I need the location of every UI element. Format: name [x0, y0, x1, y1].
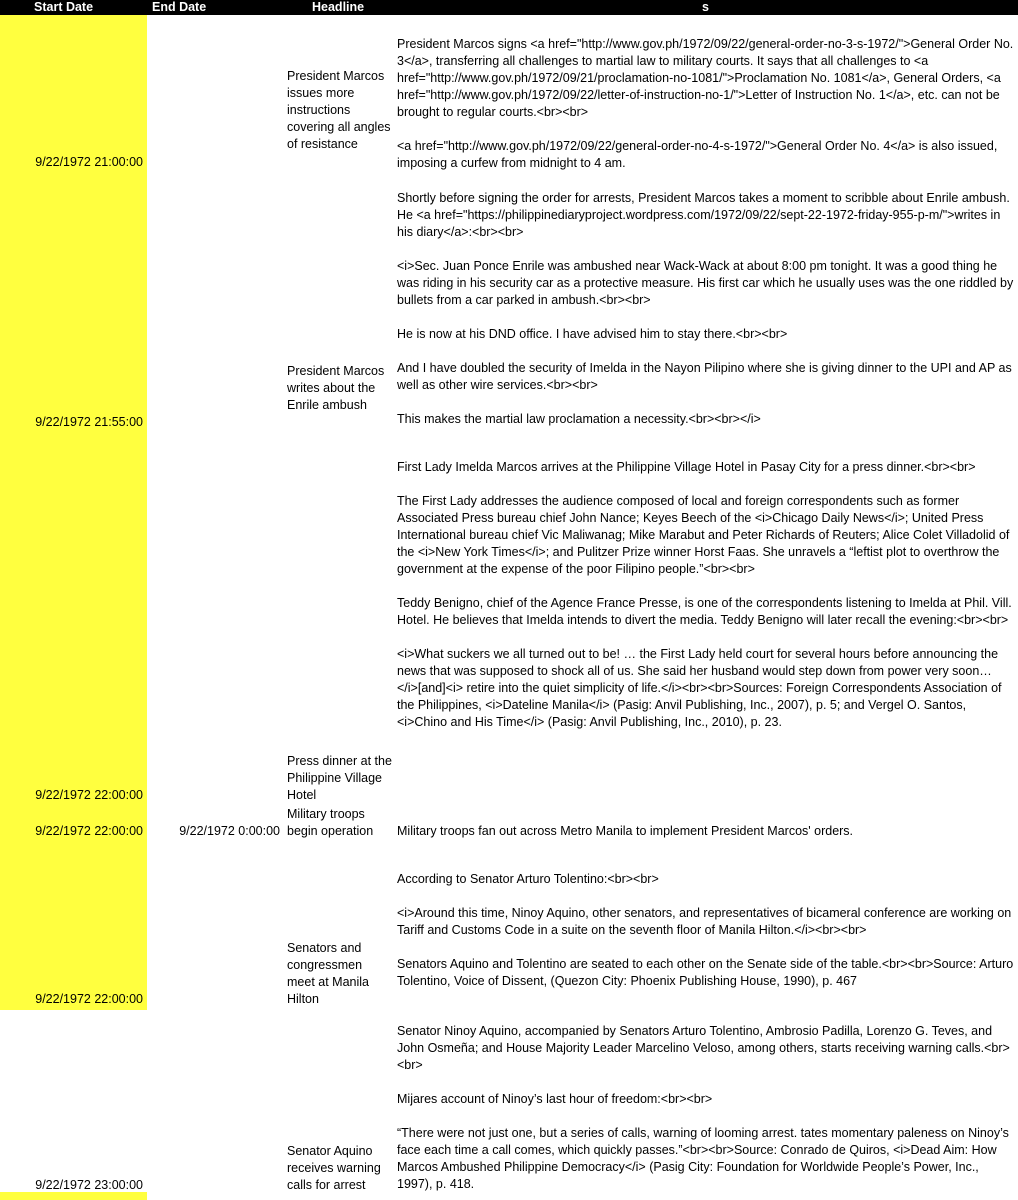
row-5-text [397, 871, 1015, 990]
row-3-start-date: 9/22/1972 22:00:00 [35, 788, 143, 802]
column-header-row [0, 0, 1018, 15]
row-2-paragraph: And I have doubled the security of Imelda in the Nayon Pilipino where she is giving dinner to the UPI and AP as well as other wire services.<br><br> [397, 361, 1012, 392]
row-2-paragraph: Shortly before signing the order for arrests, President Marcos takes a moment to scribble about Enrile ambush. He <a href="https://philippinediaryproject.wordpress.com/1972/09/22/sept-22-1972-friday-955-p-m/">writes in his diary</a>:<br><br> [397, 191, 1010, 239]
header-text: s [702, 0, 709, 14]
row-4-headline: Military troops begin operation [287, 807, 374, 838]
row-6-text [397, 1023, 1015, 1193]
header-end-date: End Date [152, 0, 207, 14]
row-2-paragraph: <i>Sec. Juan Ponce Enrile was ambushed near Wack-Wack at about 8:00 pm tonight. It was a good thing he was riding in his security car as a protective measure. His first car which he usually uses was the one riddled by bullets from a car parked in ambush.<br><br> [397, 259, 1014, 307]
row-2-paragraph: This makes the martial law proclamation a necessity.<br><br></i> [397, 412, 761, 426]
row-1-start-date: 9/22/1972 21:00:00 [35, 155, 143, 169]
row-2-paragraph: He is now at his DND office. I have advised him to stay there.<br><br> [397, 327, 788, 341]
row-1-headline: President Marcos issues more instructions covering all angles of resistance [287, 69, 391, 151]
row-5-start-date: 9/22/1972 22:00:00 [35, 992, 143, 1006]
row-5-paragraph: According to Senator Arturo Tolentino:<br><br> [397, 872, 659, 886]
row-3-headline: Press dinner at the Philippine Village Hotel [287, 754, 392, 802]
row-6-start-date: 9/22/1972 23:00:00 [35, 1178, 143, 1192]
row-3-paragraph: Teddy Benigno, chief of the Agence France Presse, is one of the correspondents listening to Imelda at Phil. Vill. Hotel. He believes that Imelda intends to divert the media. Teddy Benigno will later recall the evening:<br><br> [397, 596, 1012, 627]
row-6-headline: Senator Aquino receives warning calls for arrest [287, 1144, 381, 1192]
row-2-start-date: 9/22/1972 21:55:00 [35, 415, 143, 429]
row-3-text [397, 459, 1015, 731]
row-2-text [397, 190, 1015, 428]
row-5-paragraph: Senators Aquino and Tolentino are seated to each other on the Senate side of the table.<br><br>Source: Arturo Tolentino, Voice of Dissent, (Quezon City: Phoenix Publishing House, 1990), p. 467 [397, 957, 1014, 988]
row-4-start-date: 9/22/1972 22:00:00 [35, 824, 143, 838]
header-start-date: Start Date [34, 0, 94, 14]
row-5-headline: Senators and congressmen meet at Manila Hilton [287, 941, 369, 1006]
row-4-end-date: 9/22/1972 0:00:00 [179, 824, 280, 838]
row-6-paragraph: Senator Ninoy Aquino, accompanied by Senators Arturo Tolentino, Ambrosio Padilla, Lorenzo G. Teves, and John Osmeña; and House Majority Leader Marcelino Veloso, among others, starts receiving warning calls.<br><br> [397, 1024, 1010, 1072]
row-4-paragraph: Military troops fan out across Metro Manila to implement President Marcos' orders. [397, 824, 854, 838]
row-3-paragraph: First Lady Imelda Marcos arrives at the Philippine Village Hotel in Pasay City for a press dinner.<br><br> [397, 460, 976, 474]
header-headline: Headline [312, 0, 365, 14]
row-1-paragraph: President Marcos signs <a href="http://www.gov.ph/1972/09/22/general-order-no-3-s-1972/">General Order No. 3</a>, transferring all challenges to martial law to military courts. It says that all challenges to <a href="http://www.gov.ph/1972/09/21/proclamation-no-1081/">Proclamation No. 1081</a>, General Orders, <a href="http://www.gov.ph/1972/09/22/letter-of-instruction-no-1/">Letter of Instruction No. 1</a>, etc. can not be brought to regular courts.<br><br> [397, 37, 1014, 119]
row-1-text [397, 36, 1015, 172]
row-6-paragraph: Mijares account of Ninoy’s last hour of freedom:<br><br> [397, 1092, 713, 1106]
row-3-paragraph: The First Lady addresses the audience composed of local and foreign correspondents such as former Associated Press bureau chief John Nance; Keyes Beech of the <i>Chicago Daily News</i>; United Press International bureau chief Vic Maliwanag; Mike Marabut and Peter Richards of Reuters; Alice Colet Villadolid of the <i>New York Times</i>; and Pulitzer Prize winner Horst Faas. She unravels a “leftist plot to overthrow the government at the expense of the poor Filipino people.”<br><br> [397, 494, 1010, 576]
row-6-paragraph: “There were not just one, but a series of calls, warning of looming arrest. tates momentary paleness on Ninoy’s face each time a call comes, which quickly passes.”<br><br>Source: Conrado de Quiros, <i>Dead Aim: How Marcos Ambushed Philippine Democracy</i> (Pasig City: Foundation for Worldwide People’s Power, Inc., 1997), p. 418. [397, 1126, 1009, 1191]
row-4-text [397, 823, 1015, 840]
row-3-paragraph: <i>What suckers we all turned out to be! … the First Lady held court for several hours before announcing the news that was supposed to shock all of us. She said her husband would step down from power very soon… </i>[and]<i> retire into the quiet simplicity of life.</i><br><br>Sources: Foreign Correspondents Association of the Philippines, <i>Dateline Manila</i> (Pasig: Anvil Publishing, Inc., 2007), p. 5; and Vergel O. Santos, <i>Chino and His Time</i> (Pasig: Anvil Publishing, Inc., 2010), p. 23. [397, 647, 1002, 729]
row-1-paragraph: <a href="http://www.gov.ph/1972/09/22/general-order-no-4-s-1972/">General Order No. 4</a> is also issued, imposing a curfew from midnight to 4 am. [397, 139, 998, 170]
row-2-headline: President Marcos writes about the Enrile ambush [287, 364, 385, 412]
row-5-paragraph: <i>Around this time, Ninoy Aquino, other senators, and representatives of bicameral conference are working on Tariff and Customs Code in a suite on the seventh floor of Manila Hilton.</i><br><br> [397, 906, 1012, 937]
